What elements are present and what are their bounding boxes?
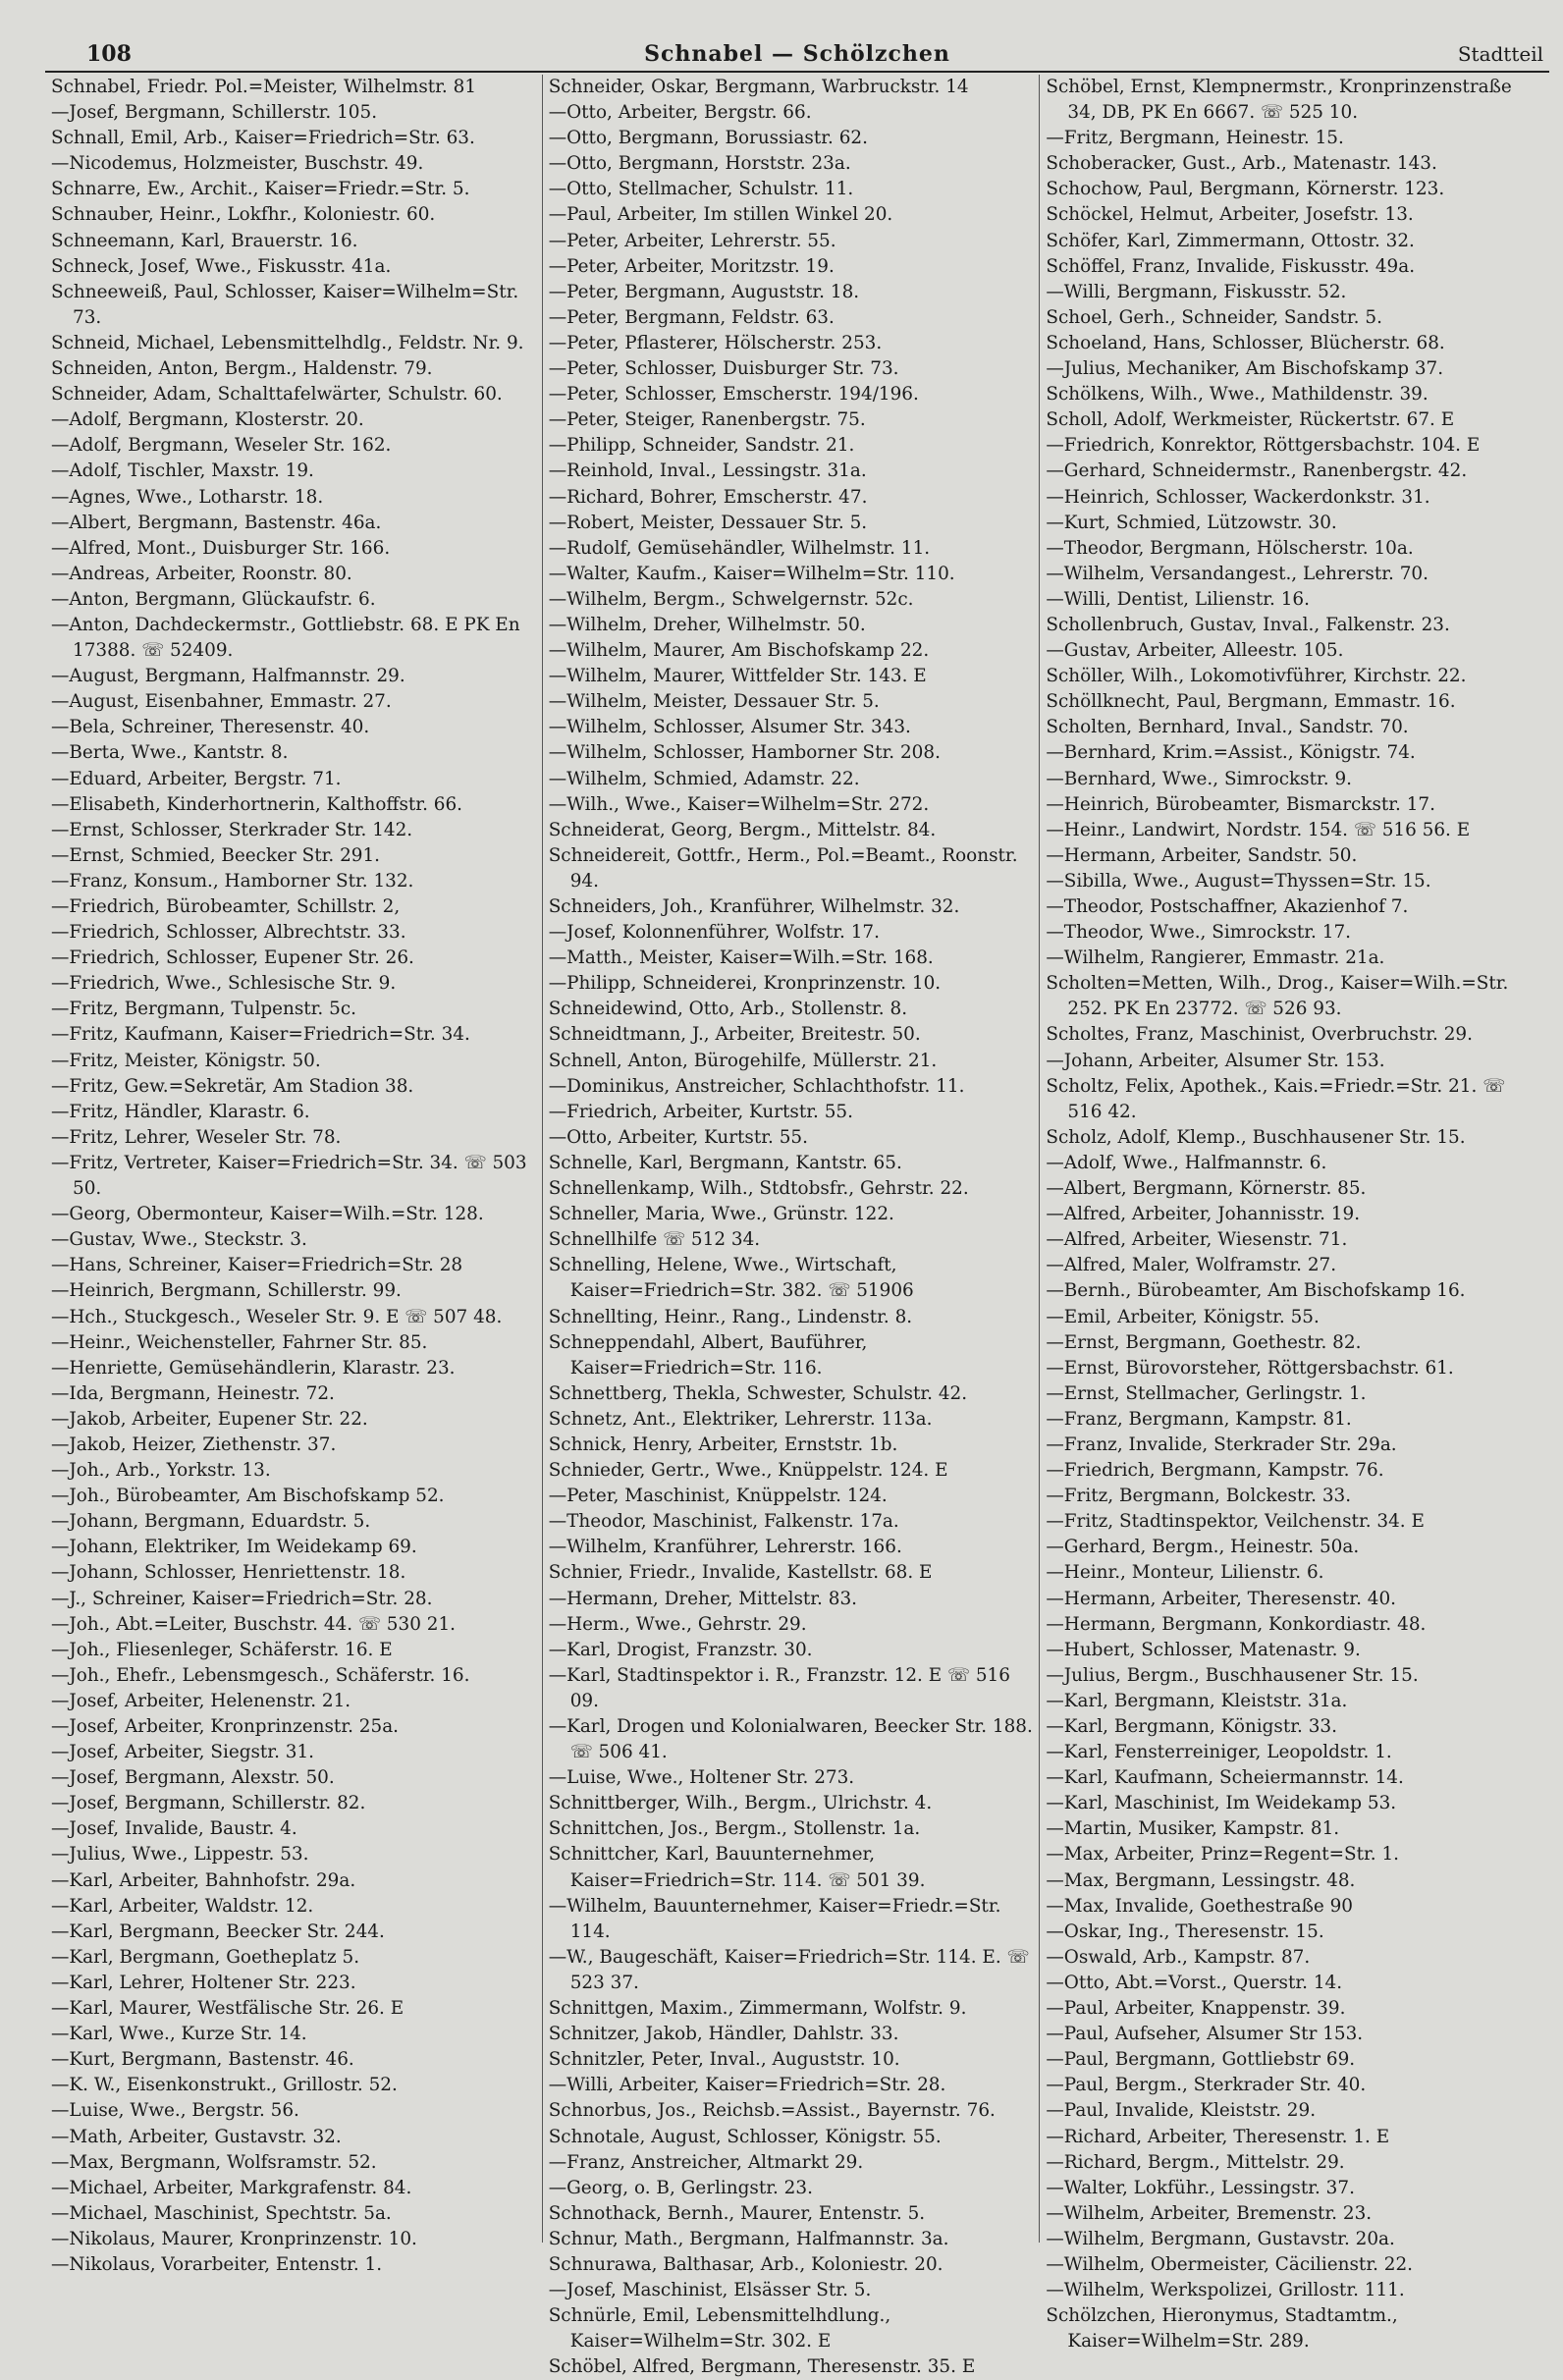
directory-entry: Scholtes, Franz, Maschinist, Overbruchstr. 29. [1046, 1024, 1473, 1046]
directory-entry: —Ida, Bergmann, Heinestr. 72. [51, 1382, 335, 1404]
directory-entry: —Adolf, Bergmann, Weseler Str. 162. [51, 435, 392, 457]
directory-entry: —Otto, Bergmann, Horststr. 23a. [548, 153, 851, 175]
directory-entry: —Paul, Bergmann, Gottliebstr 69. [1046, 2049, 1356, 2071]
directory-entry: Schneidtmann, J., Arbeiter, Breitestr. 50. [548, 1024, 921, 1046]
directory-entry: —Math, Arbeiter, Gustavstr. 32. [51, 2126, 342, 2147]
directory-entry: Schnorbus, Jos., Reichsb.=Assist., Bayernstr. 76. [548, 2100, 996, 2122]
directory-entry: Schnelling, Helene, Wwe., Wirtschaft, Kaiser=Friedrich=Str. 382. ☏ 51906 [548, 1255, 914, 1302]
directory-entry: Schnothack, Bernh., Maurer, Entenstr. 5. [548, 2202, 926, 2224]
page-header [45, 37, 1549, 73]
directory-entry: —Franz, Bergmann, Kampstr. 81. [1046, 1408, 1352, 1430]
directory-entry: Schnotale, August, Schlosser, Königstr. 55. [548, 2126, 942, 2147]
directory-entry: Schneeweiß, Paul, Schlosser, Kaiser=Wilhelm=Str. 73. [51, 281, 519, 328]
directory-entry: —Karl, Drogist, Franzstr. 30. [548, 1639, 813, 1660]
directory-entry: —Emil, Arbeiter, Königstr. 55. [1046, 1306, 1320, 1327]
directory-entry: —Fritz, Stadtinspektor, Veilchenstr. 34. E [1046, 1511, 1425, 1533]
directory-entry: —Julius, Bergm., Buschhausener Str. 15. [1046, 1664, 1419, 1686]
directory-entry: —Joh., Abt.=Leiter, Buschstr. 44. ☏ 530 21. [51, 1613, 456, 1635]
directory-entry: Schnall, Emil, Arb., Kaiser=Friedrich=Str. 63. [51, 128, 475, 149]
directory-entry: —Georg, o. B, Gerlingstr. 23. [548, 2177, 813, 2198]
directory-entry: —Fritz, Bergmann, Tulpenstr. 5c. [51, 999, 356, 1020]
column-2 [543, 75, 1041, 2378]
directory-entry: —Gerhard, Bergm., Heinestr. 50a. [1046, 1537, 1360, 1558]
directory-entry: Schneider, Adam, Schalttafelwärter, Schulstr. 60. [51, 384, 503, 406]
directory-entry: Schneidewind, Otto, Arb., Stollenstr. 8. [548, 999, 908, 1020]
directory-entry: —Wilhelm, Bergmann, Gustavstr. 20a. [1046, 2228, 1395, 2249]
directory-entry: Schöffel, Franz, Invalide, Fiskusstr. 49a. [1046, 255, 1416, 277]
directory-entry: Schnetz, Ant., Elektriker, Lehrerstr. 113a. [548, 1408, 933, 1430]
directory-entry: —Georg, Obermonteur, Kaiser=Wilh.=Str. 128. [51, 1204, 484, 1225]
directory-entry: —Bernhard, Wwe., Simrockstr. 9. [1046, 768, 1353, 789]
directory-entry: —Karl, Bergmann, Kleiststr. 31a. [1046, 1690, 1348, 1711]
directory-entry: —Andreas, Arbeiter, Roonstr. 80. [51, 563, 352, 584]
directory-entry: —Nikolaus, Maurer, Kronprinzenstr. 10. [51, 2228, 417, 2249]
directory-entry: —Walter, Lokführ., Lessingstr. 37. [1046, 2177, 1355, 2198]
directory-entry: Schöller, Wilh., Lokomotivführer, Kirchstr. 22. [1046, 666, 1467, 687]
directory-entry: —Josef, Kolonnenführer, Wolfstr. 17. [548, 922, 880, 944]
directory-entry: Schnittchen, Jos., Bergm., Stollenstr. 1a. [548, 1818, 921, 1840]
directory-entry: —Peter, Arbeiter, Lehrerstr. 55. [548, 230, 836, 251]
directory-entry: Schoberacker, Gust., Arb., Matenastr. 143. [1046, 153, 1437, 175]
directory-entry: —August, Eisenbahner, Emmastr. 27. [51, 691, 392, 713]
directory-entry: —Willi, Bergmann, Fiskusstr. 52. [1046, 281, 1347, 302]
directory-entry: —Wilhelm, Kranführer, Lehrerstr. 166. [548, 1537, 902, 1558]
directory-entry: —Luise, Wwe., Holtener Str. 273. [548, 1767, 855, 1789]
directory-entry: —Joh., Fliesenleger, Schäferstr. 16. E [51, 1639, 393, 1660]
directory-entry: —Karl, Maurer, Westfälische Str. 26. E [51, 1998, 404, 2020]
directory-entry: —Alfred, Arbeiter, Wiesenstr. 71. [1046, 1229, 1348, 1251]
directory-entry: Schnarre, Ew., Archit., Kaiser=Friedr.=Str. 5. [51, 179, 470, 200]
directory-entry: —Bernh., Bürobeamter, Am Bischofskamp 16. [1046, 1280, 1466, 1302]
directory-entry: Scholten, Bernhard, Inval., Sandstr. 70. [1046, 717, 1409, 738]
directory-entry: —Kurt, Schmied, Lützowstr. 30. [1046, 512, 1337, 533]
directory-entry: —Heinrich, Schlosser, Wackerdonkstr. 31. [1046, 486, 1430, 508]
directory-entry: —Wilhelm, Arbeiter, Bremenstr. 23. [1046, 2202, 1373, 2224]
directory-entry: —Karl, Wwe., Kurze Str. 14. [51, 2024, 307, 2045]
directory-entry: —Friedrich, Schlosser, Albrechtstr. 33. [51, 922, 406, 944]
directory-entry: —Dominikus, Anstreicher, Schlachthofstr. 11. [548, 1075, 965, 1097]
directory-entry: —Josef, Arbeiter, Helenenstr. 21. [51, 1690, 351, 1711]
directory-entry: —Max, Invalide, Goethestraße 90 [1046, 1895, 1353, 1917]
directory-entry: —Hans, Schreiner, Kaiser=Friedrich=Str. 28 [51, 1255, 463, 1276]
directory-entry: Schneck, Josef, Wwe., Fiskusstr. 41a. [51, 255, 392, 277]
directory-entry: —J., Schreiner, Kaiser=Friedrich=Str. 28. [51, 1588, 433, 1609]
directory-entry: —Heinrich, Bürobeamter, Bismarckstr. 17. [1046, 793, 1435, 815]
directory-entry: —Josef, Arbeiter, Siegstr. 31. [51, 1742, 315, 1763]
directory-entry: —Ernst, Schmied, Beecker Str. 291. [51, 844, 381, 866]
directory-entry: Schoel, Gerh., Schneider, Sandstr. 5. [1046, 306, 1382, 328]
directory-entry: Scholtz, Felix, Apothek., Kais.=Friedr.=Str. 21. ☏ 516 42. [1046, 1075, 1506, 1122]
directory-entry: —Otto, Abt.=Vorst., Querstr. 14. [1046, 1972, 1343, 1993]
directory-entry: —Heinr., Monteur, Lilienstr. 6. [1046, 1562, 1324, 1584]
directory-entry: —Luise, Wwe., Bergstr. 56. [51, 2100, 299, 2122]
directory-entry: —Wilhelm, Bauunternehmer, Kaiser=Friedr.=Str. 114. [548, 1895, 1001, 1942]
directory-entry: —Wilhelm, Meister, Dessauer Str. 5. [548, 691, 880, 713]
directory-entry: —Theodor, Bergmann, Hölscherstr. 10a. [1046, 537, 1414, 559]
directory-entry: —Julius, Wwe., Lippestr. 53. [51, 1844, 309, 1866]
directory-entry: —Michael, Arbeiter, Markgrafenstr. 84. [51, 2177, 412, 2198]
directory-entry: —Jakob, Heizer, Ziethenstr. 37. [51, 1433, 337, 1455]
directory-entry: Schöllknecht, Paul, Bergmann, Emmastr. 16. [1046, 691, 1456, 713]
directory-entry: —Ernst, Stellmacher, Gerlingstr. 1. [1046, 1382, 1367, 1404]
directory-entry: —Peter, Bergmann, Auguststr. 18. [548, 281, 860, 302]
directory-entry: —Friedrich, Arbeiter, Kurtstr. 55. [548, 1101, 853, 1122]
directory-entry: —Ernst, Schlosser, Sterkrader Str. 142. [51, 819, 413, 840]
directory-entry: —Peter, Pflasterer, Hölscherstr. 253. [548, 332, 883, 353]
directory-entry: —Peter, Schlosser, Emscherstr. 194/196. [548, 384, 919, 406]
directory-entry: —Josef, Bergmann, Schillerstr. 105. [51, 102, 378, 124]
directory-entry: —August, Bergmann, Halfmannstr. 29. [51, 666, 405, 687]
directory-entry: Schnellhilfe ☏ 512 34. [548, 1229, 761, 1251]
directory-entry: —Max, Bergmann, Wolfsramstr. 52. [51, 2151, 377, 2173]
directory-entry: —Fritz, Gew.=Sekretär, Am Stadion 38. [51, 1075, 414, 1097]
directory-entry: —Wilhelm, Rangierer, Emmastr. 21a. [1046, 947, 1385, 969]
directory-entry: —Oskar, Ing., Theresenstr. 15. [1046, 1920, 1324, 1942]
directory-entry: —Richard, Bergm., Mittelstr. 29. [1046, 2151, 1345, 2173]
directory-entry: —Karl, Bergmann, Goetheplatz 5. [51, 1946, 360, 1968]
directory-entry: —Robert, Meister, Dessauer Str. 5. [548, 512, 868, 533]
directory-entry: —Hermann, Bergmann, Konkordiastr. 48. [1046, 1613, 1427, 1635]
directory-entry: Schnitzer, Jakob, Händler, Dahlstr. 33. [548, 2024, 899, 2045]
directory-entry: Schöfer, Karl, Zimmermann, Ottostr. 32. [1046, 230, 1415, 251]
directory-entry: Schnittberger, Wilh., Bergm., Ulrichstr. 4. [548, 1793, 933, 1814]
directory-entry: —Michael, Maschinist, Spechtstr. 5a. [51, 2202, 392, 2224]
directory-entry: —Gerhard, Schneidermstr., Ranenbergstr. 42. [1046, 460, 1468, 482]
directory-entry: —Heinrich, Bergmann, Schillerstr. 99. [51, 1280, 402, 1302]
directory-entry: —Wilhelm, Dreher, Wilhelmstr. 50. [548, 614, 866, 635]
directory-entry: Schneidereit, Gottfr., Herm., Pol.=Beamt., Roonstr. 94. [548, 844, 1018, 892]
directory-entry: —Peter, Schlosser, Duisburger Str. 73. [548, 358, 899, 380]
directory-entry: —Hubert, Schlosser, Matenastr. 9. [1046, 1639, 1361, 1660]
directory-entry: —Paul, Invalide, Kleiststr. 29. [1046, 2100, 1317, 2122]
directory-entry: Schöbel, Alfred, Bergmann, Theresenstr. 35. E [548, 2356, 976, 2378]
directory-entry: —Sibilla, Wwe., August=Thyssen=Str. 15. [1046, 870, 1431, 892]
directory-entry: Schnur, Math., Bergmann, Halfmannstr. 3a. [548, 2228, 949, 2249]
directory-entry: —Otto, Arbeiter, Bergstr. 66. [548, 102, 812, 124]
directory-entry: —Peter, Arbeiter, Moritzstr. 19. [548, 255, 835, 277]
directory-entry: Schnitzler, Peter, Inval., Auguststr. 10. [548, 2049, 900, 2071]
directory-entry: —Walter, Kaufm., Kaiser=Wilhelm=Str. 110. [548, 563, 955, 584]
directory-entry: —Karl, Drogen und Kolonialwaren, Beecker Str. 188. ☏ 506 41. [548, 1716, 1033, 1763]
directory-entry: —Hermann, Arbeiter, Theresenstr. 40. [1046, 1588, 1397, 1609]
directory-entry: —Theodor, Wwe., Simrockstr. 17. [1046, 922, 1351, 944]
directory-entry: —Josef, Invalide, Baustr. 4. [51, 1818, 297, 1840]
directory-entry: —Rudolf, Gemüsehändler, Wilhelmstr. 11. [548, 537, 931, 559]
directory-entry: —Paul, Arbeiter, Knappenstr. 39. [1046, 1998, 1346, 2020]
directory-entry: —Wilh., Wwe., Kaiser=Wilhelm=Str. 272. [548, 793, 930, 815]
directory-entry: —Wilhelm, Maurer, Wittfelder Str. 143. E [548, 666, 927, 687]
directory-entry: —Karl, Stadtinspektor i. R., Franzstr. 12. E ☏ 516 09. [548, 1664, 1010, 1711]
directory-entry: Schneiders, Joh., Kranführer, Wilhelmstr. 32. [548, 896, 960, 917]
directory-entry: Schnittgen, Maxim., Zimmermann, Wolfstr. 9. [548, 1998, 967, 2020]
directory-entry: —Anton, Bergmann, Glückaufstr. 6. [51, 588, 376, 610]
directory-entry: —Josef, Maschinist, Elsässer Str. 5. [548, 2280, 872, 2301]
page-title: Schnabel — Schölzchen [644, 41, 950, 67]
directory-entry: —Peter, Bergmann, Feldstr. 63. [548, 306, 835, 328]
directory-entry: —Johann, Elektriker, Im Weidekamp 69. [51, 1537, 417, 1558]
directory-entry: —Fritz, Bergmann, Heinestr. 15. [1046, 128, 1344, 149]
directory-entry: —Peter, Maschinist, Knüppelstr. 124. [548, 1486, 888, 1507]
directory-entry: —Johann, Arbeiter, Alsumer Str. 153. [1046, 1050, 1385, 1071]
directory-entry: —Wilhelm, Schmied, Adamstr. 22. [548, 768, 860, 789]
directory-entry: —Herm., Wwe., Gehrstr. 29. [548, 1613, 807, 1635]
directory-entry: Schnabel, Friedr. Pol.=Meister, Wilhelmstr. 81 [51, 77, 477, 97]
directory-entry: —Karl, Arbeiter, Bahnhofstr. 29a. [51, 1869, 356, 1891]
directory-entry: —Heinr., Landwirt, Nordstr. 154. ☏ 516 56. E [1046, 819, 1471, 840]
directory-entry: —Albert, Bergmann, Bastenstr. 46a. [51, 512, 382, 533]
page-number: 108 [86, 41, 132, 67]
directory-entry: —Adolf, Bergmann, Klosterstr. 20. [51, 409, 364, 431]
directory-entry: —Karl, Bergmann, Beecker Str. 244. [51, 1920, 385, 1942]
directory-entry: —Paul, Aufseher, Alsumer Str 153. [1046, 2024, 1364, 2045]
directory-entry: —Joh., Arb., Yorkstr. 13. [51, 1460, 271, 1482]
directory-entry: —Karl, Fensterreiniger, Leopoldstr. 1. [1046, 1742, 1392, 1763]
directory-entry: —Joh., Bürobeamter, Am Bischofskamp 52. [51, 1486, 445, 1507]
directory-entry: —Kurt, Bergmann, Bastenstr. 46. [51, 2049, 354, 2071]
directory-entry: —Berta, Wwe., Kantstr. 8. [51, 742, 289, 764]
directory-entry: Schneider, Oskar, Bergmann, Warbruckstr. 14 [548, 77, 969, 97]
directory-entry: Schoeland, Hans, Schlosser, Blücherstr. 68. [1046, 332, 1445, 353]
directory-entry: —Peter, Steiger, Ranenbergstr. 75. [548, 409, 866, 431]
directory-entry: —Alfred, Arbeiter, Johannisstr. 19. [1046, 1204, 1361, 1225]
directory-entry: Schneemann, Karl, Brauerstr. 16. [51, 230, 358, 251]
directory-entry: —Paul, Arbeiter, Im stillen Winkel 20. [548, 204, 893, 226]
directory-entry: Schnellting, Heinr., Rang., Lindenstr. 8. [548, 1306, 913, 1327]
directory-entry: —Franz, Konsum., Hamborner Str. 132. [51, 870, 414, 892]
directory-entry: —Gustav, Arbeiter, Alleestr. 105. [1046, 640, 1344, 662]
directory-entry: —Franz, Invalide, Sterkrader Str. 29a. [1046, 1433, 1397, 1455]
directory-entry: —Richard, Bohrer, Emscherstr. 47. [548, 486, 868, 508]
directory-entry: —Heinr., Weichensteller, Fahrner Str. 85. [51, 1331, 428, 1353]
directory-entry: Schöbel, Ernst, Klempnermstr., Kronprinzenstraße 34, DB, PK En 6667. ☏ 525 10. [1046, 77, 1512, 124]
column-3 [1040, 75, 1549, 2353]
directory-entry: —Otto, Stellmacher, Schulstr. 11. [548, 179, 854, 200]
directory-entry: Schnier, Friedr., Invalide, Kastellstr. 68. E [548, 1562, 933, 1584]
directory-entry: —Hch., Stuckgesch., Weseler Str. 9. E ☏ 507 48. [51, 1306, 503, 1327]
directory-entry: —Willi, Dentist, Lilienstr. 16. [1046, 588, 1310, 610]
directory-entry: —Karl, Maschinist, Im Weidekamp 53. [1046, 1793, 1397, 1814]
directory-entry: —Wilhelm, Schlosser, Hamborner Str. 208. [548, 742, 941, 764]
directory-entry: Schnick, Henry, Arbeiter, Ernststr. 1b. [548, 1433, 898, 1455]
directory-entry: Schnettberg, Thekla, Schwester, Schulstr. 42. [548, 1382, 968, 1404]
directory-entry: Schnürle, Emil, Lebensmittelhdlung., Kaiser=Wilhelm=Str. 302. E [548, 2305, 891, 2353]
directory-entry: —Alfred, Mont., Duisburger Str. 166. [51, 537, 391, 559]
directory-entry: —K. W., Eisenkonstrukt., Grillostr. 52. [51, 2075, 398, 2096]
directory-entry: —Friedrich, Schlosser, Eupener Str. 26. [51, 947, 414, 969]
directory-entry: —Joh., Ehefr., Lebensmgesch., Schäferstr. 16. [51, 1664, 470, 1686]
directory-entry: Schnell, Anton, Bürogehilfe, Müllerstr. 21. [548, 1050, 938, 1071]
directory-entry: —Bernhard, Krim.=Assist., Königstr. 74. [1046, 742, 1416, 764]
directory-entry: —Friedrich, Konrektor, Röttgersbachstr. 104. E [1046, 435, 1481, 457]
directory-entry: —Fritz, Bergmann, Bolckestr. 33. [1046, 1486, 1352, 1507]
directory-entry: Schnittcher, Karl, Bauunternehmer, Kaiser=Friedrich=Str. 114. ☏ 501 39. [548, 1844, 926, 1891]
directory-entry: Schollenbruch, Gustav, Inval., Falkenstr. 23. [1046, 614, 1450, 635]
directory-entry: —Henriette, Gemüsehändlerin, Klarastr. 23. [51, 1357, 456, 1379]
directory-entry: —Karl, Bergmann, Königstr. 33. [1046, 1716, 1337, 1737]
directory-entry: —Josef, Bergmann, Alexstr. 50. [51, 1767, 335, 1789]
directory-entry: —Eduard, Arbeiter, Bergstr. 71. [51, 768, 342, 789]
directory-entry: —Ernst, Bürovorsteher, Röttgersbachstr. 61. [1046, 1357, 1454, 1379]
directory-entry: Scholl, Adolf, Werkmeister, Rückertstr. 67. E [1046, 409, 1455, 431]
directory-entry: —Martin, Musiker, Kampstr. 81. [1046, 1818, 1340, 1840]
directory-entry: —Karl, Arbeiter, Waldstr. 12. [51, 1895, 314, 1917]
directory-entry: —Adolf, Wwe., Halfmannstr. 6. [1046, 1152, 1327, 1173]
directory-entry: —Johann, Bergmann, Eduardstr. 5. [51, 1511, 371, 1533]
directory-entry: —Wilhelm, Obermeister, Cäcilienstr. 22. [1046, 2253, 1414, 2275]
directory-entry: —Fritz, Meister, Königstr. 50. [51, 1050, 321, 1071]
directory-entry: —Wilhelm, Maurer, Am Bischofskamp 22. [548, 640, 930, 662]
directory-entry: —Josef, Bergmann, Schillerstr. 82. [51, 1793, 366, 1814]
directory-entry: Schölzchen, Hieronymus, Stadtamtm., Kaiser=Wilhelm=Str. 289. [1046, 2305, 1398, 2353]
section-label: Stadtteil [1457, 42, 1543, 66]
directory-entry: —Theodor, Postschaffner, Akazienhof 7. [1046, 896, 1409, 917]
directory-entry: —Nicodemus, Holzmeister, Buschstr. 49. [51, 153, 424, 175]
directory-entry: —Philipp, Schneiderei, Kronprinzenstr. 10. [548, 973, 942, 995]
directory-entry: —Albert, Bergmann, Körnerstr. 85. [1046, 1178, 1367, 1200]
directory-entry: Schnauber, Heinr., Lokfhr., Koloniestr. 60. [51, 204, 436, 226]
directory-entry: —Karl, Lehrer, Holtener Str. 223. [51, 1972, 356, 1993]
directory-entry: —Oswald, Arb., Kampstr. 87. [1046, 1946, 1311, 1968]
directory-entry: —Agnes, Wwe., Lotharstr. 18. [51, 486, 324, 508]
directory-entry: —Nikolaus, Vorarbeiter, Entenstr. 1. [51, 2253, 383, 2275]
directory-entry: —Julius, Mechaniker, Am Bischofskamp 37. [1046, 358, 1444, 380]
directory-entry: —Matth., Meister, Kaiser=Wilh.=Str. 168. [548, 947, 934, 969]
directory-entry: —Philipp, Schneider, Sandstr. 21. [548, 435, 855, 457]
directory-entry: —Gustav, Wwe., Steckstr. 3. [51, 1229, 307, 1251]
directory-columns [45, 75, 1549, 2378]
directory-entry: —Friedrich, Wwe., Schlesische Str. 9. [51, 973, 397, 995]
directory-entry: Schochow, Paul, Bergmann, Körnerstr. 123. [1046, 179, 1445, 200]
directory-entry: Scholten=Metten, Wilh., Drog., Kaiser=Wilh.=Str. 252. PK En 23772. ☏ 526 93. [1046, 973, 1509, 1020]
directory-entry: Schnelle, Karl, Bergmann, Kantstr. 65. [548, 1152, 902, 1173]
directory-entry: —Ernst, Bergmann, Goethestr. 82. [1046, 1331, 1362, 1353]
directory-entry: —Anton, Dachdeckermstr., Gottliebstr. 68. E PK En 17388. ☏ 52409. [51, 614, 520, 662]
directory-entry: —Adolf, Tischler, Maxstr. 19. [51, 460, 314, 482]
directory-entry: —Jakob, Arbeiter, Eupener Str. 22. [51, 1408, 368, 1430]
directory-entry: —Reinhold, Inval., Lessingstr. 31a. [548, 460, 867, 482]
directory-entry: —Wilhelm, Werkspolizei, Grillostr. 111. [1046, 2280, 1405, 2301]
directory-entry: —Hermann, Dreher, Mittelstr. 83. [548, 1588, 857, 1609]
directory-entry: —Johann, Schlosser, Henriettenstr. 18. [51, 1562, 406, 1584]
directory-entry: —Elisabeth, Kinderhortnerin, Kalthoffstr. 66. [51, 793, 463, 815]
directory-entry: —Max, Bergmann, Lessingstr. 48. [1046, 1869, 1356, 1891]
directory-entry: Schneiderat, Georg, Bergm., Mittelstr. 84. [548, 819, 937, 840]
directory-entry: —Otto, Arbeiter, Kurtstr. 55. [548, 1126, 808, 1148]
directory-entry: —Hermann, Arbeiter, Sandstr. 50. [1046, 844, 1358, 866]
directory-entry: —Franz, Anstreicher, Altmarkt 29. [548, 2151, 864, 2173]
directory-entry: Schnellenkamp, Wilh., Stdtobsfr., Gehrstr. 22. [548, 1178, 969, 1200]
directory-entry: —Fritz, Kaufmann, Kaiser=Friedrich=Str. 34. [51, 1024, 470, 1046]
directory-entry: Schölkens, Wilh., Wwe., Mathildenstr. 39. [1046, 384, 1428, 406]
directory-entry: —Paul, Bergm., Sterkrader Str. 40. [1046, 2075, 1367, 2096]
directory-entry: —Karl, Kaufmann, Scheiermannstr. 14. [1046, 1767, 1404, 1789]
directory-entry: Schöckel, Helmut, Arbeiter, Josefstr. 13. [1046, 204, 1414, 226]
directory-entry: —Friedrich, Bürobeamter, Schillstr. 2, [51, 896, 401, 917]
directory-entry: —Josef, Arbeiter, Kronprinzenstr. 25a. [51, 1716, 399, 1737]
directory-entry: Schneller, Maria, Wwe., Grünstr. 122. [548, 1204, 894, 1225]
directory-entry: Schneiden, Anton, Bergm., Haldenstr. 79. [51, 358, 433, 380]
directory-entry: —Willi, Arbeiter, Kaiser=Friedrich=Str. 28. [548, 2075, 946, 2096]
directory-entry: —Fritz, Vertreter, Kaiser=Friedrich=Str. 34. ☏ 503 50. [51, 1152, 527, 1200]
directory-entry: —Wilhelm, Bergm., Schwelgernstr. 52c. [548, 588, 914, 610]
directory-entry: —Richard, Arbeiter, Theresenstr. 1. E [1046, 2126, 1390, 2147]
directory-entry: Scholz, Adolf, Klemp., Buschhausener Str. 15. [1046, 1126, 1466, 1148]
directory-entry: —Otto, Bergmann, Borussiastr. 62. [548, 128, 868, 149]
directory-entry: —W., Baugeschäft, Kaiser=Friedrich=Str. 114. E. ☏ 523 37. [548, 1946, 1030, 1993]
directory-entry: Schnurawa, Balthasar, Arb., Koloniestr. 20. [548, 2253, 943, 2275]
directory-entry: Schnieder, Gertr., Wwe., Knüppelstr. 124. E [548, 1460, 948, 1482]
directory-entry: —Bela, Schreiner, Theresenstr. 40. [51, 717, 370, 738]
directory-entry: —Fritz, Händler, Klarastr. 6. [51, 1101, 310, 1122]
directory-entry: —Wilhelm, Versandangest., Lehrerstr. 70. [1046, 563, 1428, 584]
directory-entry: —Max, Arbeiter, Prinz=Regent=Str. 1. [1046, 1844, 1400, 1866]
directory-entry: —Wilhelm, Schlosser, Alsumer Str. 343. [548, 717, 911, 738]
column-1 [45, 75, 543, 2275]
directory-entry: —Fritz, Lehrer, Weseler Str. 78. [51, 1126, 342, 1148]
directory-entry: —Theodor, Maschinist, Falkenstr. 17a. [548, 1511, 899, 1533]
directory-entry: Schneppendahl, Albert, Bauführer, Kaiser=Friedrich=Str. 116. [548, 1331, 868, 1379]
directory-entry: —Alfred, Maler, Wolframstr. 27. [1046, 1255, 1337, 1276]
directory-entry: Schneid, Michael, Lebensmittelhdlg., Feldstr. Nr. 9. [51, 332, 524, 353]
directory-entry: —Friedrich, Bergmann, Kampstr. 76. [1046, 1460, 1384, 1482]
